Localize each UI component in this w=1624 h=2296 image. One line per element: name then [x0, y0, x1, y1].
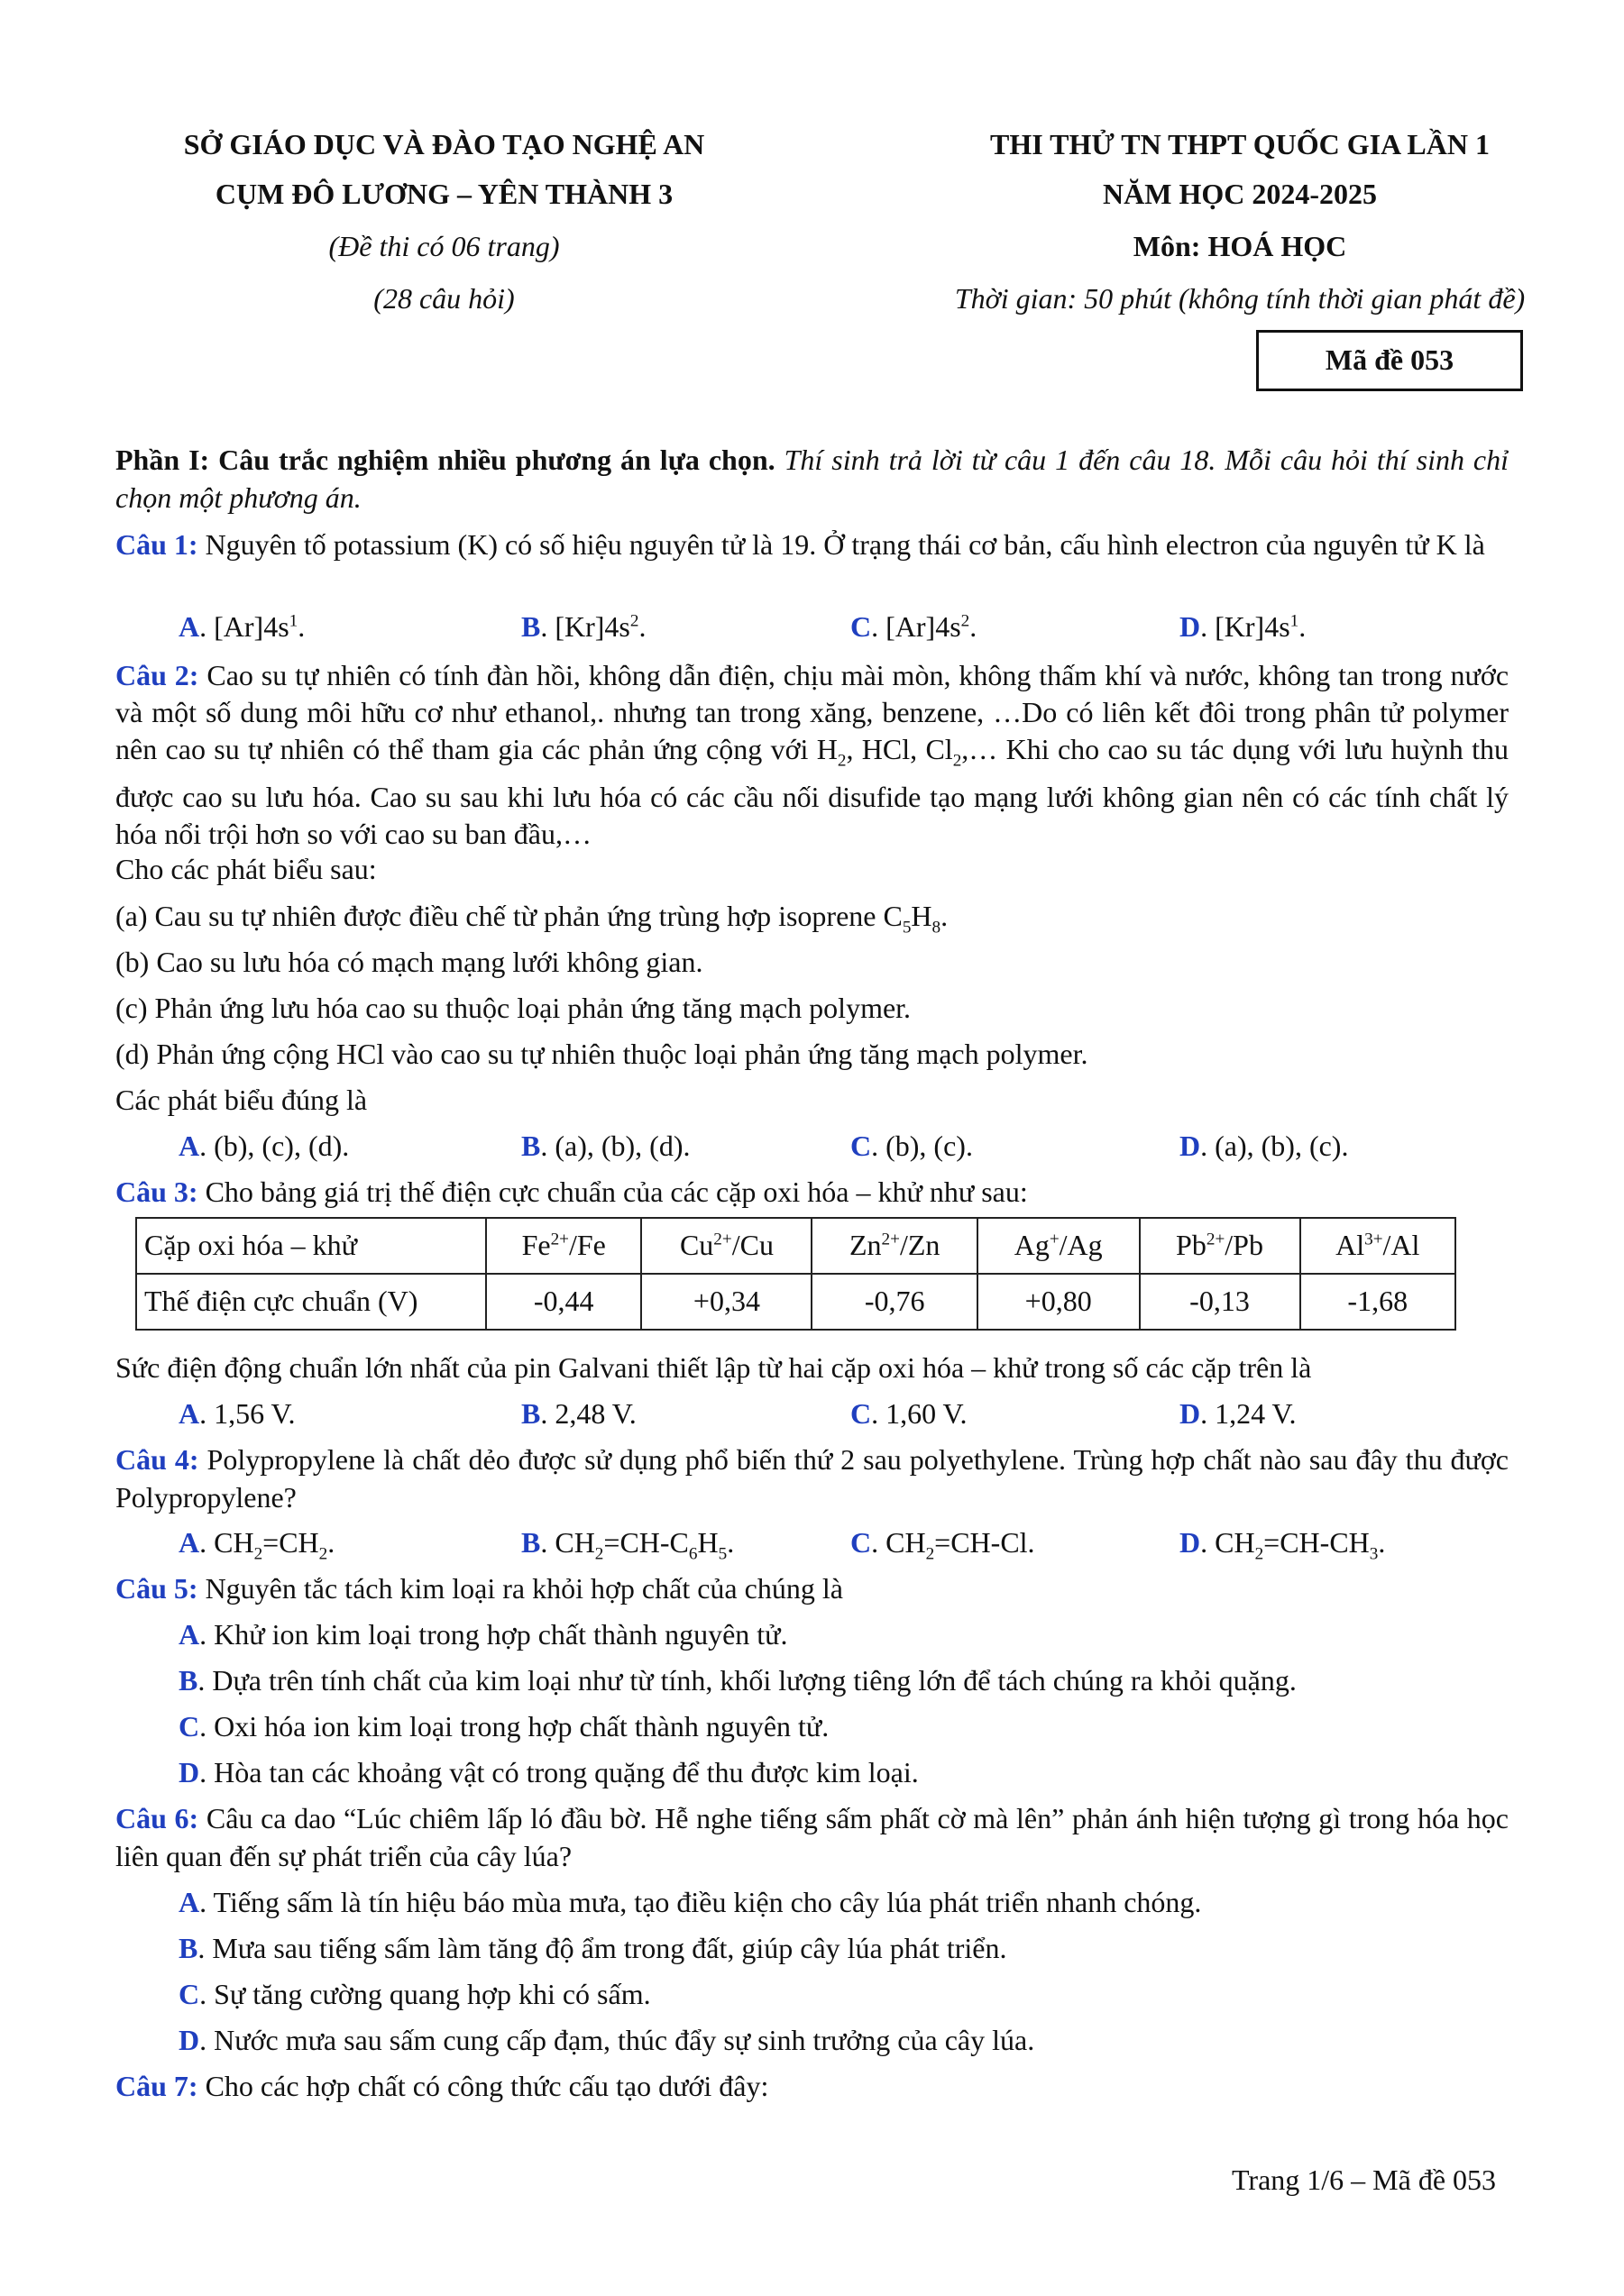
statements-intro: Cho các phát biểu sau: — [115, 853, 377, 885]
option-text: Tiếng sấm là tín hiệu báo mùa mưa, tạo điều kiện cho cây lúa phát triển nhanh chóng. — [213, 1886, 1202, 1918]
table-cell: Ag+/Ag — [977, 1218, 1140, 1274]
department-name: SỞ GIÁO DỤC VÀ ĐÀO TẠO NGHỆ AN — [183, 128, 705, 160]
option-a[interactable]: A. $CH_2=CH_2$. — [179, 1526, 335, 1564]
question-2-text-part: , HCl, Cl — [846, 733, 953, 765]
option-a[interactable]: A. (b), (c), (d). — [179, 1130, 350, 1162]
question-1 — [115, 526, 1509, 564]
option-letter: C — [179, 1710, 200, 1743]
question-7-label: Câu 7: — [115, 2070, 198, 2102]
statement-text: (a) Cau su tự nhiên được điều chế từ phản ứng trùng hợp isoprene C — [115, 900, 903, 932]
option-text: [Kr]4s — [1215, 610, 1290, 643]
table-row — [136, 1218, 1455, 1274]
option-letter: B — [521, 610, 541, 643]
option-text: Sự tăng cường quang hợp khi có sấm. — [214, 1978, 651, 2010]
option-text: Oxi hóa ion kim loại trong hợp chất thành nguyên tử. — [214, 1710, 830, 1743]
option-letter: D — [1179, 1526, 1201, 1559]
option-b[interactable]: B. Dựa trên tính chất của kim loại như từ tính, khối lượng tiêng lớn để tách chúng ra khỏi quặng. — [179, 1664, 1297, 1697]
option-letter: A — [179, 1618, 200, 1651]
option-text: Dựa trên tính chất của kim loại như từ tính, khối lượng tiêng lớn để tách chúng ra khỏi quặng. — [212, 1664, 1297, 1697]
subject: Môn: HOÁ HỌC — [1133, 230, 1347, 262]
question-3-ask: Sức điện động chuẩn lớn nhất của pin Galvani thiết lập từ hai cặp oxi hóa – khử trong số các cặp trên là — [115, 1351, 1312, 1384]
question-7 — [115, 2068, 768, 2106]
option-letter: B — [521, 1526, 541, 1559]
subscript: 2 — [952, 751, 962, 771]
option-d[interactable]: D. Nước mưa sau sấm cung cấp đạm, thúc đẩy sự sinh trưởng của cây lúa. — [179, 2024, 1035, 2056]
exam-code-box — [1256, 330, 1523, 391]
question-2-ask: Các phát biểu đúng là — [115, 1084, 368, 1116]
option-b[interactable]: B. $CH_2=CH-C_6H_5$. — [521, 1526, 735, 1564]
option-a[interactable]: A. 1,56 V. — [179, 1397, 296, 1430]
superscript: 1 — [289, 611, 298, 631]
option-letter: D — [179, 2024, 200, 2056]
question-4-label: Câu 4: — [115, 1443, 199, 1476]
option-c[interactable]: C. Oxi hóa ion kim loại trong hợp chất thành nguyên tử. — [179, 1710, 830, 1743]
option-d[interactable]: D. (a), (b), (c). — [1179, 1130, 1349, 1162]
option-text: Mưa sau tiếng sấm làm tăng độ ẩm trong đất, giúp cây lúa phát triển. — [212, 1932, 1007, 1964]
part1-heading — [115, 442, 1509, 517]
question-2-options — [179, 1128, 1495, 1166]
exam-title: THI THỬ TN THPT QUỐC GIA LẦN 1 — [990, 128, 1490, 160]
option-letter: B — [179, 1664, 198, 1697]
option-b[interactable]: B. (a), (b), (d). — [521, 1130, 691, 1162]
option-letter: B — [521, 1397, 541, 1430]
page-count-note: (Đề thi có 06 trang) — [328, 230, 560, 262]
option-letter: C — [850, 1526, 872, 1559]
option-b[interactable]: B. Mưa sau tiếng sấm làm tăng độ ẩm trong đất, giúp cây lúa phát triển. — [179, 1932, 1007, 1964]
exam-code: Mã đề 053 — [1325, 343, 1454, 377]
option-letter: A — [179, 1526, 200, 1559]
table-cell: -0,76 — [812, 1274, 977, 1330]
option-letter: C — [179, 1978, 200, 2010]
question-count-note: (28 câu hỏi) — [373, 282, 515, 315]
table-cell: +0,34 — [641, 1274, 812, 1330]
option-letter: D — [179, 1756, 200, 1788]
superscript: 2 — [960, 611, 970, 631]
table-row-label: Thế điện cực chuẩn (V) — [136, 1274, 486, 1330]
option-d[interactable]: D. 1,24 V. — [1179, 1397, 1297, 1430]
statement-c: (c) Phản ứng lưu hóa cao su thuộc loại phản ứng tăng mạch polymer. — [115, 992, 912, 1024]
option-a[interactable]: A. Tiếng sấm là tín hiệu báo mùa mưa, tạo điều kiện cho cây lúa phát triển nhanh chóng. — [179, 1886, 1202, 1918]
option-b[interactable]: B. $[Kr]4s^2$. — [521, 610, 647, 643]
cluster-name: CỤM ĐÔ LƯƠNG – YÊN THÀNH 3 — [215, 178, 674, 210]
option-text: Khử ion kim loại trong hợp chất thành nguyên tử. — [214, 1618, 788, 1651]
option-letter: B — [521, 1130, 541, 1162]
option-d[interactable]: D. $[Kr]4s^1$. — [1179, 610, 1307, 643]
question-1-options — [179, 608, 1495, 646]
school-year: NĂM HỌC 2024-2025 — [1103, 178, 1377, 210]
option-letter: C — [850, 1130, 872, 1162]
option-text: 2,48 V. — [555, 1397, 637, 1430]
option-text: Hòa tan các khoảng vật có trong quặng để thu được kim loại. — [214, 1756, 919, 1788]
question-5-label: Câu 5: — [115, 1572, 198, 1605]
question-5-text: Nguyên tắc tách kim loại ra khỏi hợp chất của chúng là — [205, 1572, 843, 1605]
option-letter: D — [1179, 1397, 1201, 1430]
option-b[interactable]: B. 2,48 V. — [521, 1397, 637, 1430]
table-cell: $Cu^{2+}/Cu$ — [641, 1218, 812, 1274]
question-2-text-part: ,… Khi cho cao su tác dụng với lưu huỳnh thu được cao su lưu hóa. Cao su sau khi lưu hóa có các cầu nối disufide tạo mạng lưới không gian nên có các tính chất lý hóa nổi trội hơn so với cao su ban đầu,… — [115, 733, 1509, 851]
option-text: 1,56 V. — [214, 1397, 296, 1430]
question-4 — [115, 1441, 1509, 1516]
electrode-potential-table — [135, 1217, 1456, 1331]
question-6-label: Câu 6: — [115, 1802, 199, 1834]
question-4-options — [179, 1524, 1495, 1562]
table-cell: $Al^{3+}/Al$ — [1300, 1218, 1455, 1274]
option-text: 1,24 V. — [1215, 1397, 1297, 1430]
option-c[interactable]: C. (b), (c). — [850, 1130, 973, 1162]
option-c[interactable]: C. Sự tăng cường quang hợp khi có sấm. — [179, 1978, 651, 2010]
table-cell: -0,13 — [1140, 1274, 1300, 1330]
duration: Thời gian: 50 phút (không tính thời gian phát đề) — [954, 282, 1526, 315]
option-letter: C — [850, 1397, 872, 1430]
statement-b: (b) Cao su lưu hóa có mạch mạng lưới không gian. — [115, 946, 703, 978]
question-3 — [115, 1174, 1028, 1212]
table-cell: -1,68 — [1300, 1274, 1455, 1330]
subscript: 2 — [837, 751, 847, 771]
option-letter: D — [1179, 1130, 1201, 1162]
question-4-text: Polypropylene là chất dẻo được sử dụng phổ biến thứ 2 sau polyethylene. Trùng hợp chất nào sau đây thu được Polypropylene? — [115, 1443, 1509, 1514]
option-a[interactable]: A. $[Ar]4s^1$. — [179, 610, 306, 643]
question-1-text: Nguyên tố potassium (K) có số hiệu nguyên tử là 19. Ở trạng thái cơ bản, cấu hình electron của nguyên tử K là — [205, 528, 1485, 561]
option-text: (a), (b), (c). — [1215, 1130, 1349, 1162]
option-d[interactable]: D. $CH_2=CH-CH_3$. — [1179, 1526, 1386, 1564]
option-text: [Kr]4s — [555, 610, 630, 643]
option-text: [Ar]4s — [885, 610, 961, 643]
option-letter: D — [1179, 610, 1201, 643]
statement-a — [115, 898, 948, 939]
subscript: 5 — [902, 918, 912, 938]
option-a[interactable]: A. Khử ion kim loại trong hợp chất thành nguyên tử. — [179, 1618, 788, 1651]
option-letter: A — [179, 1886, 200, 1918]
superscript: 1 — [1289, 611, 1299, 631]
option-letter: C — [850, 610, 872, 643]
part1-title: Phần I: Câu trắc nghiệm nhiều phương án lựa chọn. — [115, 444, 775, 476]
question-1-label: Câu 1: — [115, 528, 198, 561]
statement-text: H — [911, 900, 932, 932]
option-c[interactable]: C. $CH_2=CH-Cl$. — [850, 1526, 1035, 1564]
statement-d: (d) Phản ứng cộng HCl vào cao su tự nhiên thuộc loại phản ứng tăng mạch polymer. — [115, 1038, 1088, 1070]
option-text: (b), (c), (d). — [214, 1130, 350, 1162]
question-3-options — [179, 1395, 1495, 1433]
table-row — [136, 1274, 1455, 1330]
table-row-label: Cặp oxi hóa – khử — [136, 1218, 486, 1274]
option-text: (b), (c). — [885, 1130, 973, 1162]
question-2-label: Câu 2: — [115, 659, 199, 691]
question-6-text: Câu ca dao “Lúc chiêm lấp ló đầu bờ. Hễ nghe tiếng sấm phất cờ mà lên” phản ánh hiện tượng gì trong hóa học liên quan đến sự phát triển của cây lúa? — [115, 1802, 1509, 1872]
question-3-text: Cho bảng giá trị thế điện cực chuẩn của các cặp oxi hóa – khử như sau: — [205, 1175, 1028, 1208]
question-3-label: Câu 3: — [115, 1175, 198, 1208]
option-letter: B — [179, 1932, 198, 1964]
part1-instruction: Thí sinh trả lời từ câu 1 đến câu 18. Mỗi câu hỏi thí sinh chỉ chọn một phương án. — [115, 444, 1509, 514]
option-text: (a), (b), (d). — [555, 1130, 691, 1162]
option-c[interactable]: C. $[Ar]4s^2$. — [850, 610, 977, 643]
page-footer: Trang 1/6 – Mã đề 053 — [1232, 2163, 1497, 2196]
option-text: Nước mưa sau sấm cung cấp đạm, thúc đẩy sự sinh trưởng của cây lúa. — [214, 2024, 1035, 2056]
option-letter: A — [179, 1130, 200, 1162]
question-5 — [115, 1570, 843, 1608]
table-cell: +0,80 — [977, 1274, 1140, 1330]
question-6 — [115, 1800, 1509, 1875]
superscript: 2 — [629, 611, 639, 631]
option-text: [Ar]4s — [214, 610, 289, 643]
question-2 — [115, 657, 1509, 853]
question-2-text-part: Cao su tự nhiên có tính đàn hồi, không dẫn điện, chịu mài mòn, không thấm khí và nước, không tan trong nước và một số dung môi hữu cơ như ethanol,. nhưng tan trong xăng, benzene, …Do có liên kết đôi trong phân tử polymer nên cao su tự nhiên có thể tham gia các phản ứng cộng với H — [115, 659, 1509, 765]
table-cell: $Fe^{2+}/Fe$ — [486, 1218, 641, 1274]
question-7-text: Cho các hợp chất có công thức cấu tạo dưới đây: — [205, 2070, 769, 2102]
option-text: 1,60 V. — [885, 1397, 968, 1430]
table-cell: $Zn^{2+}/Zn$ — [812, 1218, 977, 1274]
option-c[interactable]: C. 1,60 V. — [850, 1397, 968, 1430]
option-d[interactable]: D. Hòa tan các khoảng vật có trong quặng để thu được kim loại. — [179, 1756, 919, 1788]
option-letter: A — [179, 610, 200, 643]
table-cell: $Pb^{2+}/Pb$ — [1140, 1218, 1300, 1274]
table-cell: -0,44 — [486, 1274, 641, 1330]
statement-text: . — [940, 900, 949, 932]
subscript: 8 — [931, 918, 941, 938]
option-letter: A — [179, 1397, 200, 1430]
